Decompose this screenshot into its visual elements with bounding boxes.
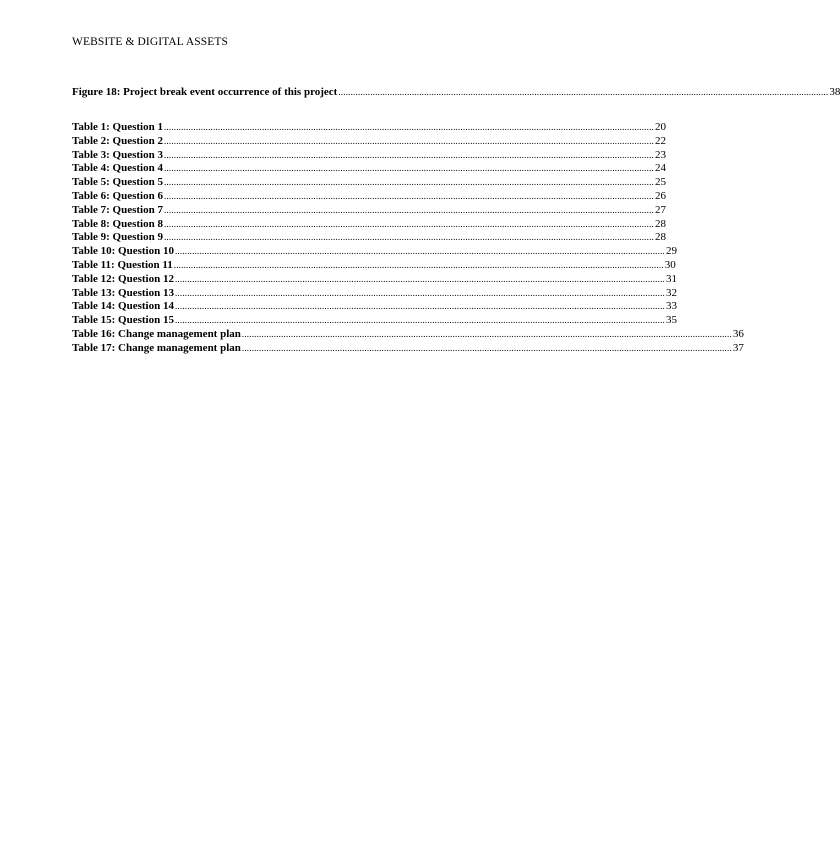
toc-entry[interactable] bbox=[72, 134, 666, 149]
toc-entry-page: 32 bbox=[665, 286, 677, 299]
toc-entry-label: Table 9: Question 9 bbox=[72, 231, 163, 244]
toc-entry[interactable] bbox=[72, 176, 666, 190]
toc-entry-page: 29 bbox=[665, 245, 677, 258]
toc-entry-label: Table 1: Question 1 bbox=[72, 121, 163, 133]
toc-entry-page: 38 bbox=[829, 86, 840, 98]
toc-entry-page: 24 bbox=[654, 162, 666, 175]
toc-leader-dots: ........................................................................................................................................................................................................ bbox=[174, 273, 665, 284]
toc-entry[interactable] bbox=[72, 327, 744, 342]
toc-entry-page: 35 bbox=[665, 314, 677, 327]
toc-entry[interactable] bbox=[72, 245, 677, 259]
toc-entry-label: Table 16: Change management plan bbox=[72, 327, 241, 340]
toc-entry-page: 28 bbox=[654, 231, 666, 244]
toc-entry-page: 26 bbox=[654, 189, 666, 202]
toc-entry[interactable] bbox=[72, 189, 666, 204]
toc-leader-dots: ........................................................................................................................................................................................................ bbox=[174, 315, 665, 326]
toc-leader-dots: ........................................................................................................................................................................................................ bbox=[163, 190, 654, 201]
toc-entry-page: 27 bbox=[654, 203, 666, 216]
list-of-tables bbox=[72, 121, 744, 356]
toc-entry-page: 20 bbox=[654, 121, 666, 133]
toc-leader-dots: ........................................................................................................................................................................................................ bbox=[163, 122, 654, 132]
toc-entry-label: Table 7: Question 7 bbox=[72, 203, 163, 216]
toc-entry-page: 23 bbox=[654, 148, 666, 161]
toc-entry[interactable] bbox=[72, 314, 677, 328]
toc-entry[interactable] bbox=[72, 341, 744, 356]
toc-entry-label: Table 12: Question 12 bbox=[72, 272, 174, 285]
toc-entry-label: Table 13: Question 13 bbox=[72, 286, 174, 299]
toc-entry-label: Table 2: Question 2 bbox=[72, 134, 163, 147]
toc-entry-label: Table 10: Question 10 bbox=[72, 245, 174, 258]
toc-entry-label: Table 14: Question 14 bbox=[72, 300, 174, 313]
toc-entry-page: 37 bbox=[732, 341, 744, 354]
toc-leader-dots: ........................................................................................................................................................................................................ bbox=[241, 342, 732, 353]
toc-leader-dots: ........................................................................................................................................................................................................ bbox=[163, 177, 654, 188]
toc-entry[interactable] bbox=[72, 86, 840, 100]
toc-entry-label: Table 8: Question 8 bbox=[72, 217, 163, 230]
toc-entry[interactable] bbox=[72, 162, 666, 176]
toc-entry[interactable] bbox=[72, 217, 666, 232]
toc-entry[interactable] bbox=[72, 272, 677, 287]
toc-entry[interactable] bbox=[72, 231, 666, 245]
toc-leader-dots: ........................................................................................................................................................................................................ bbox=[174, 246, 665, 257]
toc-leader-dots: ........................................................................................................................................................................................................ bbox=[174, 287, 665, 298]
toc-entry-page: 36 bbox=[732, 327, 744, 340]
toc-leader-dots: ........................................................................................................................................................................................................ bbox=[241, 328, 732, 339]
toc-entry[interactable] bbox=[72, 148, 666, 163]
toc-leader-dots: ........................................................................................................................................................................................................ bbox=[174, 301, 665, 312]
toc-entry-label: Table 3: Question 3 bbox=[72, 148, 163, 161]
toc-leader-dots: ........................................................................................................................................................................................................ bbox=[163, 149, 654, 160]
toc-entry[interactable] bbox=[72, 258, 676, 273]
toc-entry-page: 30 bbox=[664, 258, 676, 271]
toc-entry-page: 33 bbox=[665, 300, 677, 313]
toc-entry[interactable] bbox=[72, 300, 677, 314]
toc-leader-dots: ........................................................................................................................................................................................................ bbox=[163, 204, 654, 215]
page-header: WEBSITE & DIGITAL ASSETS bbox=[72, 36, 228, 48]
toc-entry-label: Figure 18: Project break event occurrence of this project bbox=[72, 86, 338, 98]
toc-entry-label: Table 5: Question 5 bbox=[72, 176, 163, 189]
toc-leader-dots: ........................................................................................................................................................................................................ bbox=[163, 232, 654, 243]
toc-leader-dots: ........................................................................................................................................................................................................ bbox=[338, 87, 829, 97]
toc-leader-dots: ........................................................................................................................................................................................................ bbox=[163, 218, 654, 229]
toc-entry[interactable] bbox=[72, 286, 677, 301]
toc-entry[interactable] bbox=[72, 121, 666, 135]
toc-entry[interactable] bbox=[72, 203, 666, 218]
toc-entry-page: 28 bbox=[654, 217, 666, 230]
toc-entry-label: Table 6: Question 6 bbox=[72, 189, 163, 202]
toc-entry-page: 22 bbox=[654, 134, 666, 147]
toc-leader-dots: ........................................................................................................................................................................................................ bbox=[173, 259, 664, 270]
toc-entry-label: Table 4: Question 4 bbox=[72, 162, 163, 175]
toc-entry-label: Table 17: Change management plan bbox=[72, 341, 241, 354]
toc-leader-dots: ........................................................................................................................................................................................................ bbox=[163, 163, 654, 174]
toc-leader-dots: ........................................................................................................................................................................................................ bbox=[163, 135, 654, 146]
list-of-figures bbox=[72, 86, 840, 100]
toc-entry-label: Table 11: Question 11 bbox=[72, 258, 173, 271]
toc-entry-label: Table 15: Question 15 bbox=[72, 314, 174, 327]
toc-entry-page: 31 bbox=[665, 272, 677, 285]
toc-entry-page: 25 bbox=[654, 176, 666, 189]
